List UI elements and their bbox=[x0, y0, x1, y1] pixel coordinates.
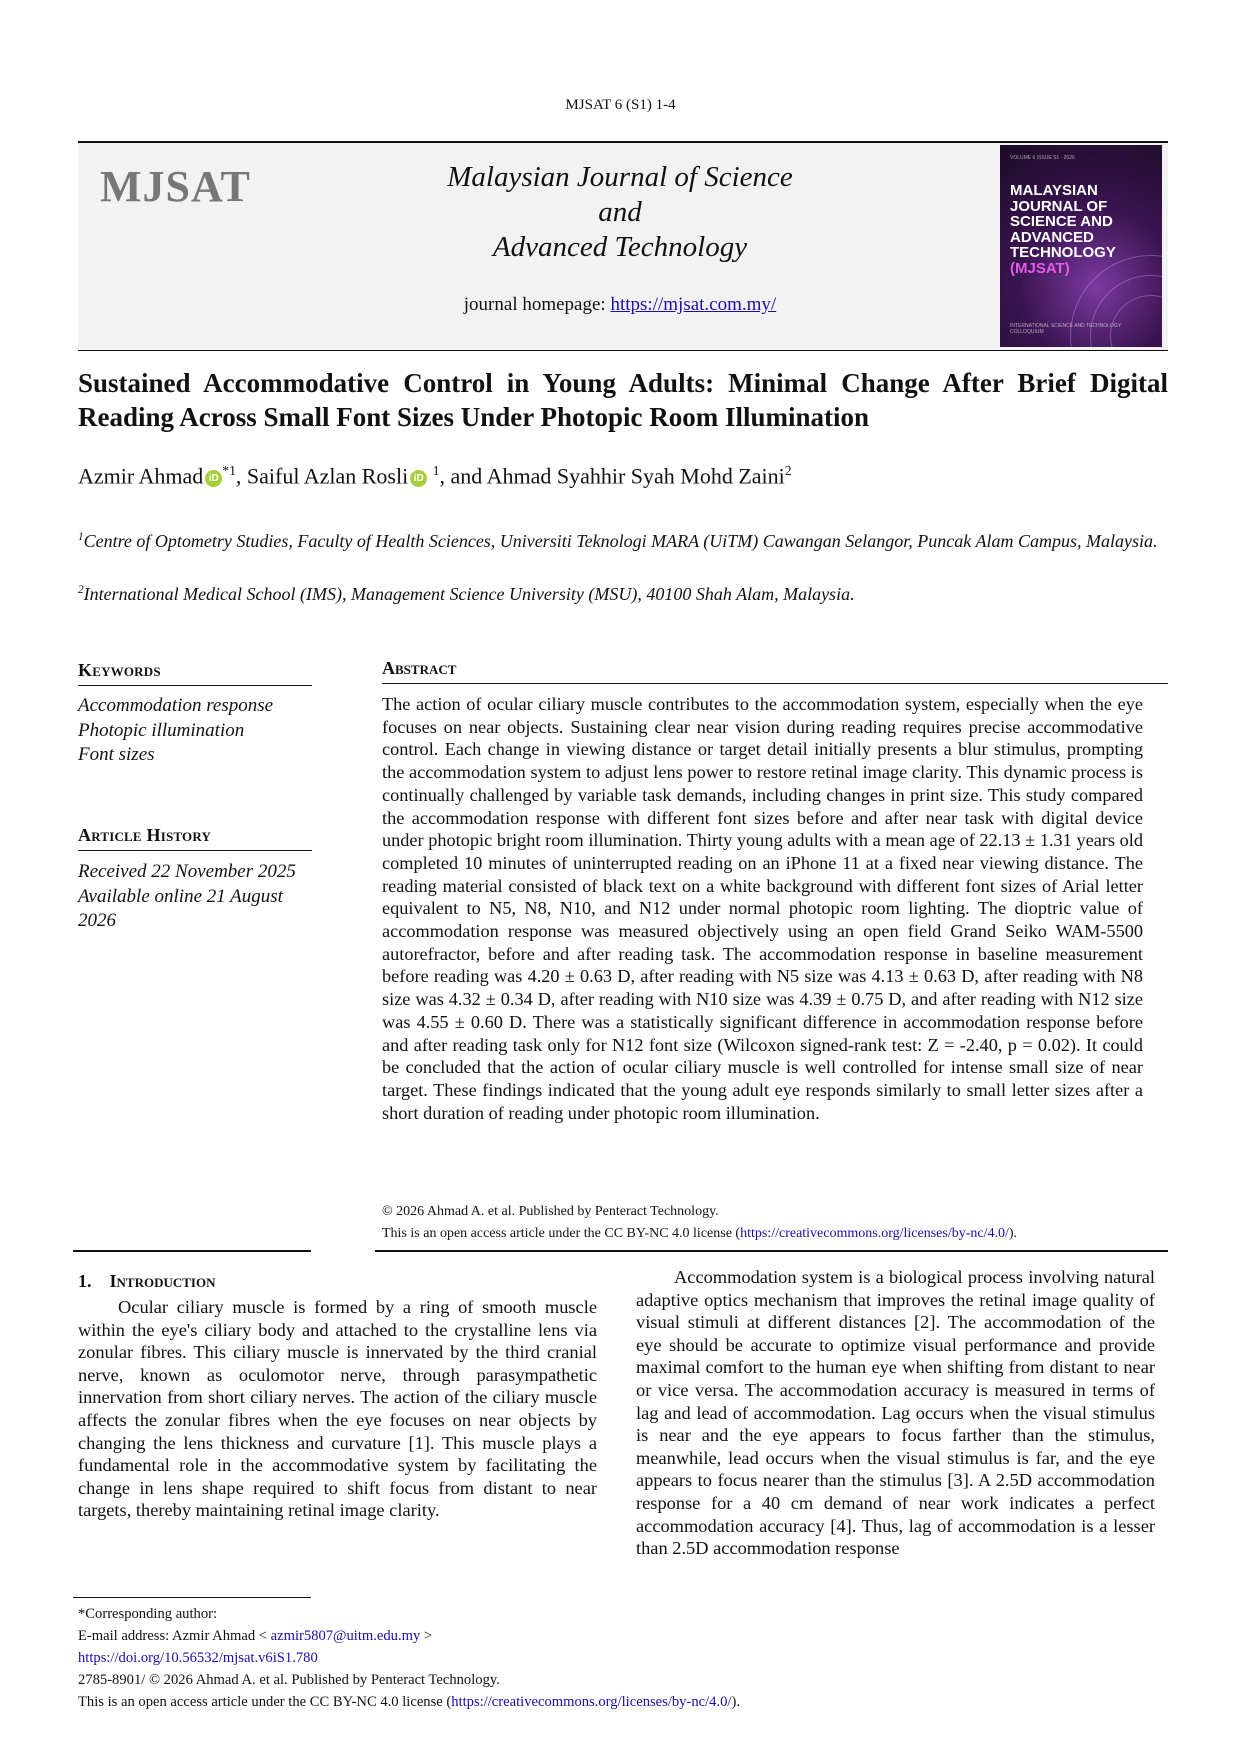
license-text: This is an open access article under the CC BY-NC 4.0 license ( bbox=[382, 1226, 741, 1241]
article-history-rule bbox=[78, 850, 312, 851]
email-line bbox=[78, 1625, 978, 1647]
paper-title: Sustained Accommodative Control in Young Adults: Minimal Change After Brief Digital Reading Across Small Font Sizes Under Photopic Room Illumination bbox=[78, 368, 1168, 432]
journal-name-line2: and bbox=[598, 196, 642, 228]
homepage-link[interactable]: https://mjsat.com.my/ bbox=[610, 294, 777, 315]
orcid-icon[interactable]: iD bbox=[205, 470, 222, 487]
license-text: This is an open access article under the CC BY-NC 4.0 license ( bbox=[78, 1694, 452, 1710]
cover-title-line: MALAYSIAN bbox=[1010, 182, 1098, 199]
cover-title-line: JOURNAL OF bbox=[1010, 197, 1108, 215]
received-date: Received 22 November 2025 bbox=[78, 861, 296, 882]
author-name: , Saiful Azlan Rosli bbox=[235, 463, 409, 489]
section-title: Introduction bbox=[109, 1271, 216, 1291]
author-name: Azmir Ahmad bbox=[78, 463, 204, 489]
doi-line bbox=[78, 1647, 978, 1669]
cover-bottom-text: INTERNATIONAL SCIENCE AND TECHNOLOGY COLLOQUIUM bbox=[1010, 323, 1121, 335]
author-sup: 2 bbox=[784, 463, 792, 478]
license-link[interactable]: https://creativecommons.org/licenses/by-nc/4.0/ bbox=[451, 1694, 732, 1710]
abstract-rule bbox=[382, 683, 1168, 684]
author-list bbox=[78, 463, 1168, 489]
intro-paragraph-2 bbox=[636, 1266, 1155, 1560]
homepage-label: journal homepage: bbox=[463, 294, 611, 315]
email-label: E-mail address: Azmir Ahmad < bbox=[78, 1628, 271, 1644]
journal-name-line1: Malaysian Journal of Science bbox=[447, 161, 793, 193]
affiliation-num: 1 bbox=[78, 531, 84, 543]
journal-cover-image bbox=[1000, 145, 1162, 347]
doi-link[interactable]: https://doi.org/10.56532/mjsat.v6iS1.780 bbox=[78, 1650, 318, 1666]
footnote bbox=[78, 1603, 978, 1713]
copyright-line: © 2026 Ahmad A. et al. Published by Penteract Technology. bbox=[382, 1204, 719, 1219]
journal-name bbox=[420, 160, 820, 265]
affiliation bbox=[78, 579, 1168, 606]
keywords-heading: Keywords bbox=[78, 660, 161, 680]
paragraph-text: Accommodation system is a biological process involving natural adaptive optics mechanism that improves the retinal image quality of visual stimuli at different distances [2]. The accommodation of the eye should be accurate to optimize visual performance and provide maximal comfort to the human eye when shifting from distant to near or vice versa. The accommodation accuracy is measured in terms of lag and lead of accommodation. Lag occurs when the visual stimulus is near and the eye appears to focus farther than the stimulus, meanwhile, lead occurs when the visual stimulus is far, and the eye appears to focus nearer than the stimulus [3]. A 2.5D accommodation response for a 40 cm demand of near work indicates a perfect accommodation accuracy [4]. Thus, lag of accommodation is a lesser than 2.5D accommodation response bbox=[636, 1267, 1155, 1559]
article-history bbox=[78, 860, 318, 934]
author-sup: *1 bbox=[222, 463, 236, 478]
cover-title-line: SCIENCE AND bbox=[1010, 213, 1113, 230]
journal-logo: MJSAT bbox=[100, 162, 251, 211]
author-name: , and Ahmad Syahhir Syah Mohd Zaini bbox=[439, 463, 785, 489]
affiliation-text: International Medical School (IMS), Management Science University (MSU), 40100 Shah Alam, Malaysia. bbox=[83, 584, 855, 604]
journal-name-line3: Advanced Technology bbox=[492, 231, 748, 263]
banner-rule bbox=[78, 350, 1168, 351]
affiliation bbox=[78, 526, 1168, 553]
keyword: Font sizes bbox=[78, 744, 155, 765]
keywords-rule bbox=[78, 685, 312, 686]
issn-line: 2785-8901/ © 2026 Ahmad A. et al. Published by Penteract Technology. bbox=[78, 1672, 500, 1688]
keyword: Photopic illumination bbox=[78, 719, 245, 741]
cover-acronym: (MJSAT) bbox=[1010, 259, 1070, 277]
abstract-text: The action of ocular ciliary muscle contributes to the accommodation system, especially when the eye focuses on near objects. Sustaining clear near vision during reading requires precise accommodative control. Each change in viewing distance or target detail initially presents a blur stimulus, prompting the accommodation system to adjust lens power to restore retinal image clarity. This dynamic process is continually challenged by variable task demands, including changes in print size. This study compared the accommodation response with different font sizes before and after near task with digital device under photopic bright room illumination. Thirty young adults with a mean age of 22.13 ± 1.31 years old completed 10 minutes of uninterrupted reading on an iPhone 11 at a fixed near viewing distance. The reading material consisted of black text on a white background with different font sizes of Arial letter equivalent to N5, N8, N10, and N12 under normal photopic room lighting. The dioptric value of accommodation response was measured objectively using an open field Grand Seiko WAM-5500 autorefractor, before and after reading task. The accommodation response in baseline measurement before reading was 4.20 ± 0.63 D, after reading with N5 size was 4.13 ± 0.63 D, after reading with N8 size was 4.32 ± 0.34 D, after reading with N10 size was 4.39 ± 0.75 D, and after reading with N12 size was 4.55 ± 0.60 D. There was a statistically significant difference in accommodation response before and after reading task only for N12 font size (Wilcoxon signed-rank test: Z = -2.40, p = 0.02). It could be concluded that the action of ocular ciliary muscle is well controlled for intense small size of near target. These findings indicated that the young adult eye responds similarly to small letter sizes after a short duration of reading under photopic room illumination. bbox=[382, 694, 1143, 1123]
footnote-rule bbox=[73, 1597, 311, 1598]
section-heading bbox=[78, 1271, 215, 1292]
copyright-rule bbox=[375, 1250, 1168, 1252]
abstract-heading: Abstract bbox=[382, 658, 457, 678]
license-text: ). bbox=[1008, 1226, 1018, 1241]
journal-homepage bbox=[420, 294, 820, 316]
section-rule bbox=[73, 1250, 311, 1252]
license-line bbox=[382, 1223, 1017, 1245]
license-line bbox=[78, 1691, 978, 1713]
available-date: Available online 21 August 2026 bbox=[78, 885, 283, 931]
cover-top-text: VOLUME 6 ISSUE S1 · 2026 bbox=[1010, 155, 1075, 161]
intro-paragraph-1 bbox=[78, 1296, 597, 1522]
author-sup: 1 bbox=[432, 463, 440, 478]
paragraph-text: Ocular ciliary muscle is formed by a ring of smooth muscle within the eye's ciliary body and attached to the crystalline lens via zonular fibres. This ciliary muscle is innervated by the third cranial nerve, known as oculomotor nerve, through parasympathetic innervation from short ciliary nerves. The action of the ciliary muscle affects the zonular fibres when the eye focuses on near objects by changing the lens thickness and curvature [1]. This muscle plays a fundamental role in the accommodative system by facilitating the change in lens shape required to shift focus from distant to near targets, thereby maintaining retinal image clarity. bbox=[78, 1297, 597, 1521]
cover-title bbox=[1010, 183, 1160, 276]
copyright-notice bbox=[382, 1201, 1017, 1245]
section-number: 1. bbox=[78, 1271, 92, 1291]
email-link[interactable]: azmir5807@uitm.edu.my bbox=[270, 1628, 421, 1644]
license-link[interactable]: https://creativecommons.org/licenses/by-nc/4.0/ bbox=[740, 1226, 1009, 1241]
running-head: MJSAT 6 (S1) 1-4 bbox=[565, 97, 676, 113]
affiliation-text: Centre of Optometry Studies, Faculty of Health Sciences, Universiti Teknologi MARA (UiTM) Cawangan Selangor, Puncak Alam Campus, Malaysia. bbox=[83, 531, 1158, 551]
keyword: Accommodation response bbox=[78, 695, 274, 716]
article-history-heading: Article History bbox=[78, 825, 212, 845]
affiliation-num: 2 bbox=[78, 584, 84, 596]
keywords-list bbox=[78, 694, 318, 768]
cover-title-line: TECHNOLOGY bbox=[1010, 244, 1116, 261]
orcid-icon[interactable]: iD bbox=[410, 470, 427, 487]
corresponding-author: *Corresponding author: bbox=[78, 1606, 218, 1622]
cover-title-line: ADVANCED bbox=[1010, 228, 1094, 246]
license-text: ). bbox=[731, 1694, 740, 1710]
email-label: > bbox=[420, 1628, 433, 1644]
